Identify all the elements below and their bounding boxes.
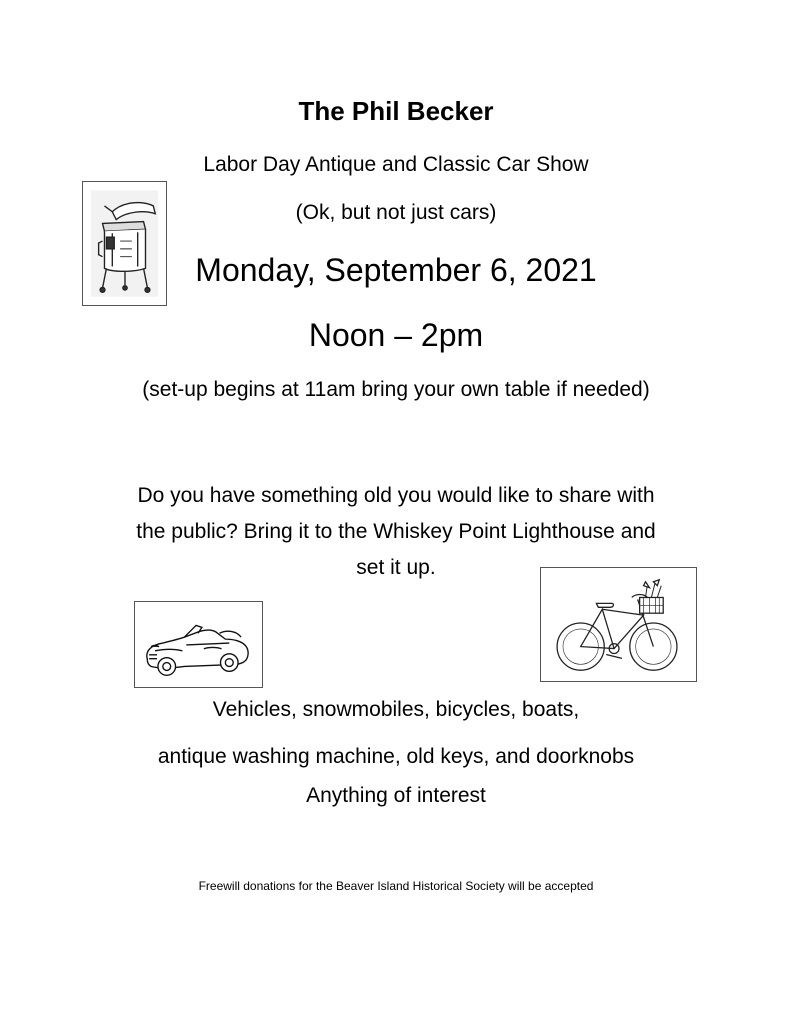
event-time: Noon – 2pm [308,317,484,353]
classic-car-icon [134,601,263,688]
items-line: Vehicles, snowmobiles, bicycles, boats, [212,698,580,721]
event-name: Labor Day Antique and Classic Car Show [203,153,589,176]
event-tagline: (Ok, but not just cars) [295,201,497,224]
invitation-line: set it up. [356,556,436,579]
bicycle-icon [540,567,697,682]
items-line: Anything of interest [306,784,486,807]
setup-note: (set-up begins at 11am bring your own table if needed) [142,378,650,401]
antique-washing-machine-icon [82,181,167,306]
donation-note: Freewill donations for the Beaver Island Historical Society will be accepted [198,879,594,893]
items-line: antique washing machine, old keys, and doorknobs [157,745,635,768]
invitation-line: the public? Bring it to the Whiskey Point Lighthouse and [136,520,656,543]
event-date: Monday, September 6, 2021 [195,252,597,288]
invitation-line: Do you have something old you would like to share with [137,484,655,507]
flyer-title: The Phil Becker [298,96,494,126]
